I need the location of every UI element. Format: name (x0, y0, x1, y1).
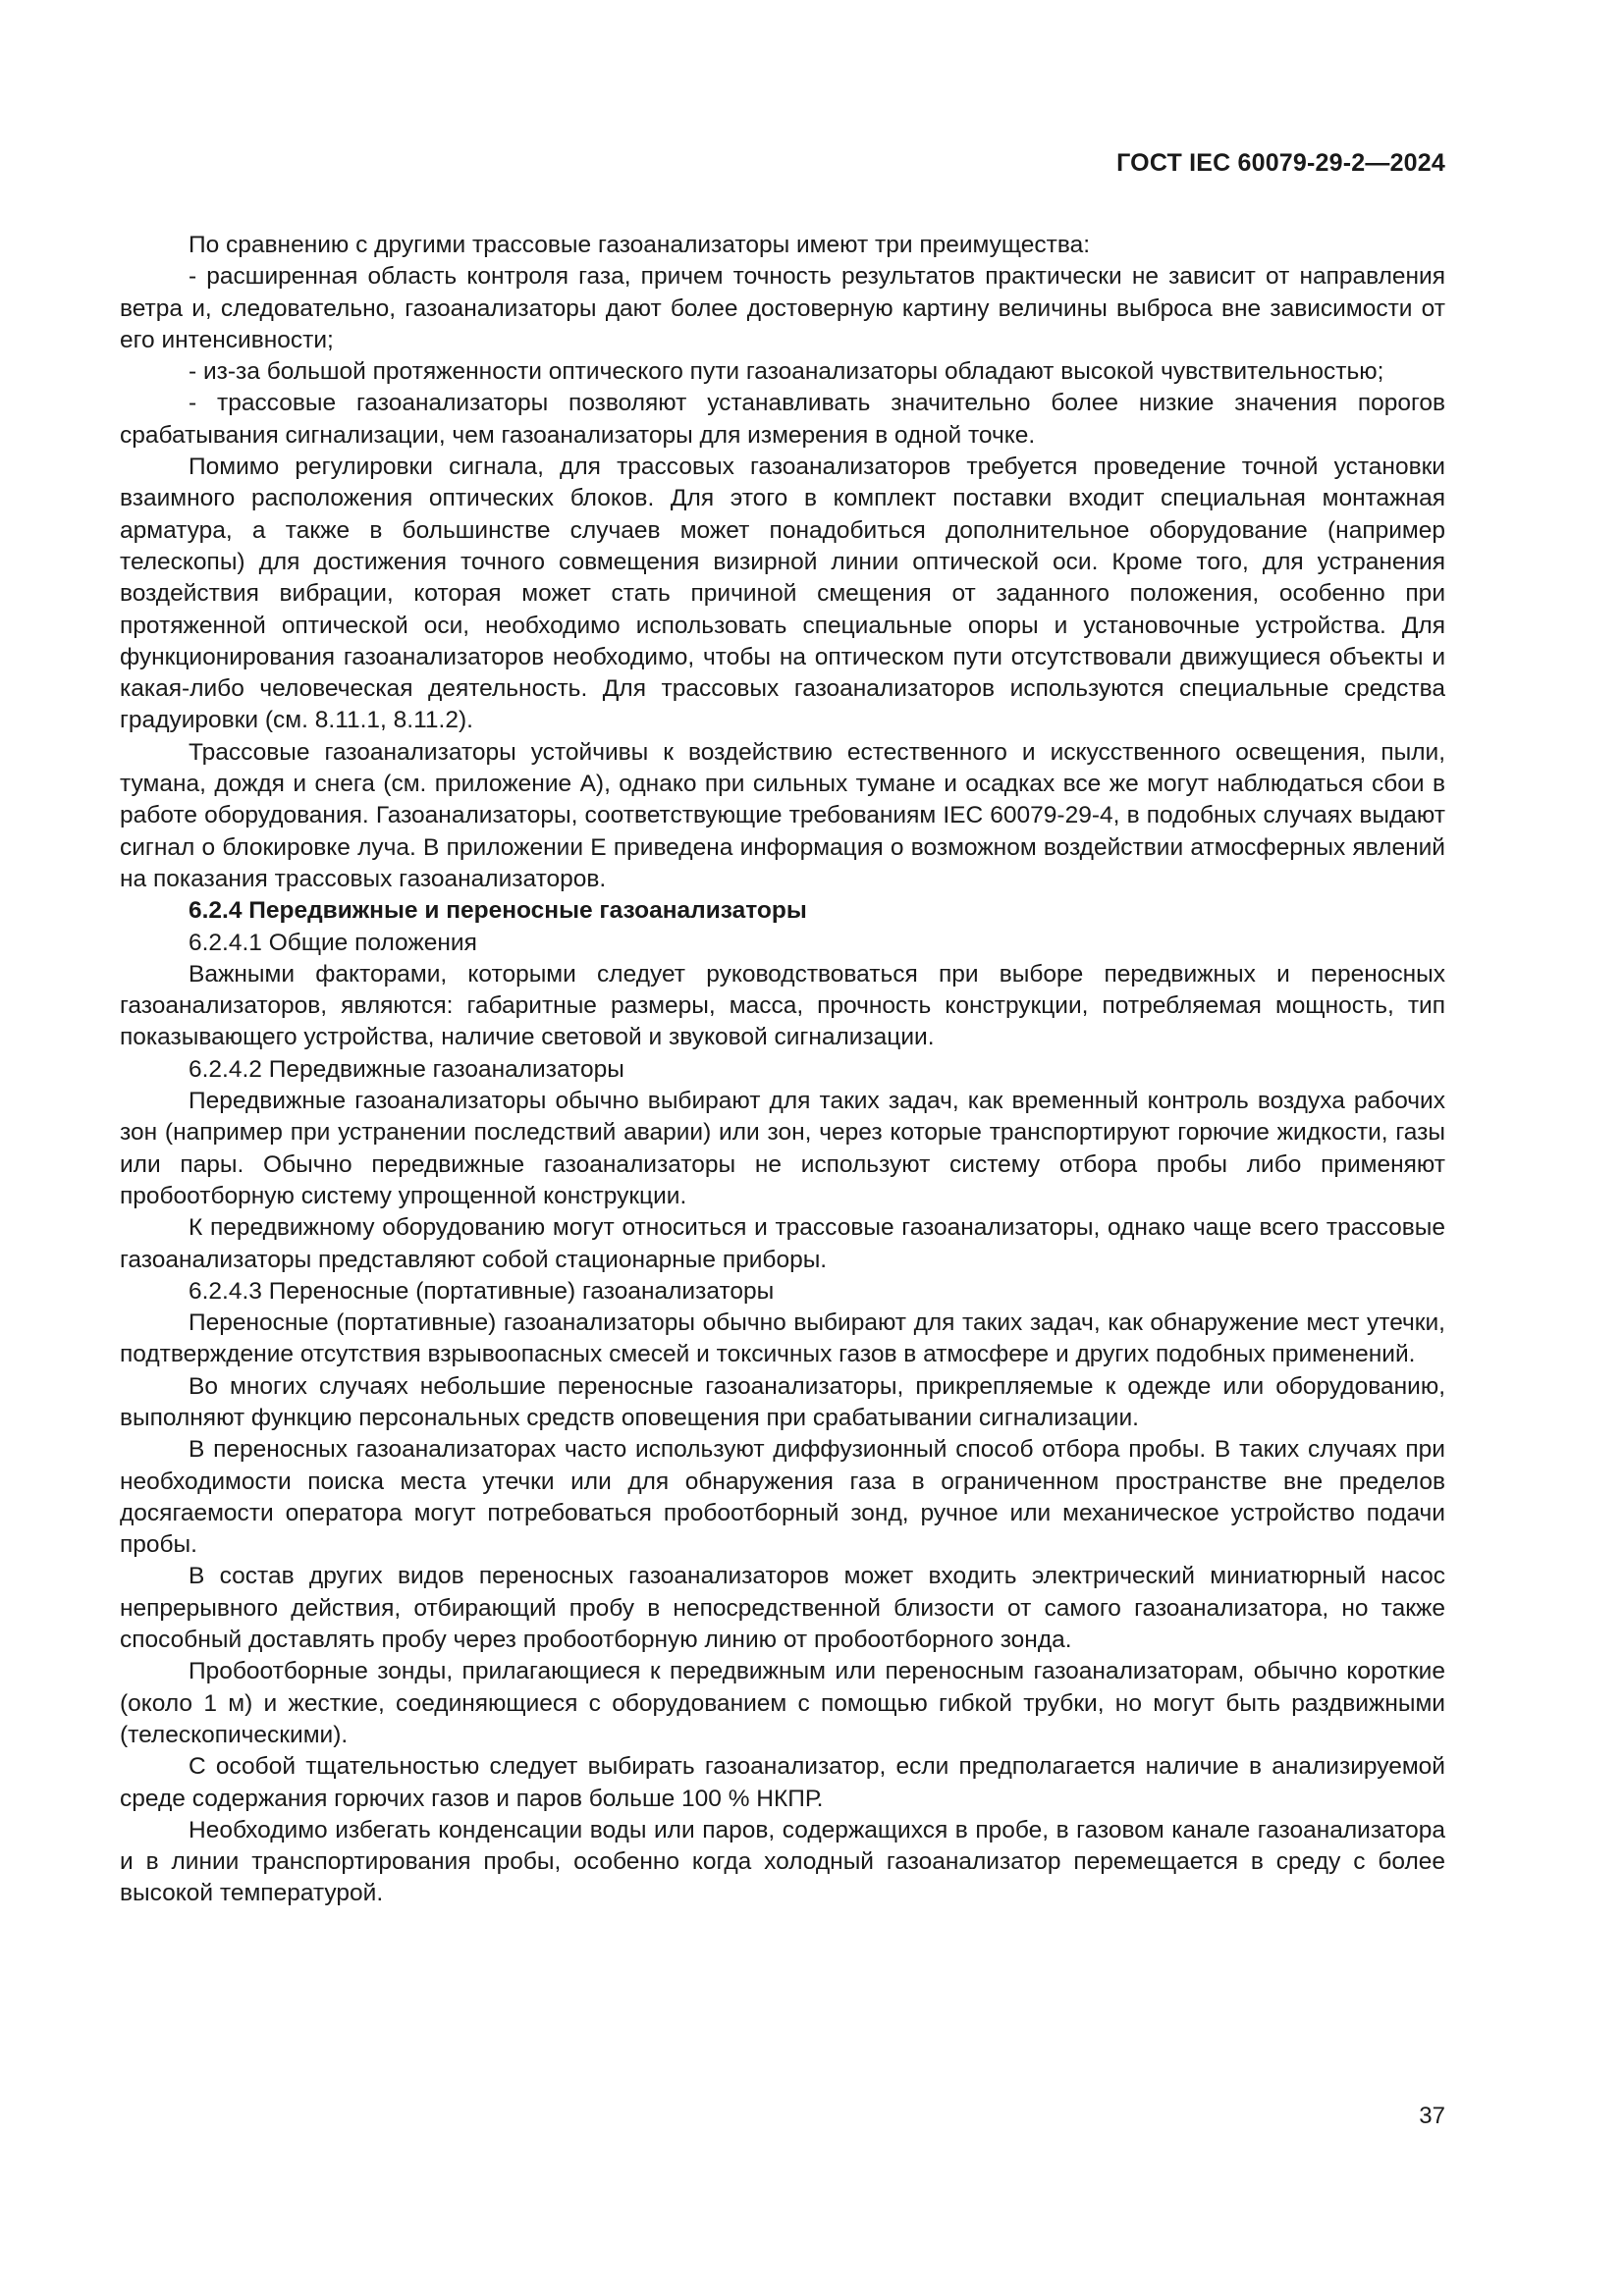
paragraph: - расширенная область контроля газа, причем точность результатов практически не зависит от направления ветра и, следовательно, газоанализаторы дают более достоверную картину величины выброса вне зависимости от его интенсивности; (120, 263, 1445, 353)
paragraph: Переносные (портативные) газоанализаторы обычно выбирают для таких задач, как обнаружение мест утечки, подтверждение отсутствия взрывоопасных смесей и токсичных газов в атмосфере и других подобных применений. (120, 1309, 1445, 1368)
paragraph: Пробоотборные зонды, прилагающиеся к передвижным или переносным газоанализаторам, обычно короткие (около 1 м) и жесткие, соединяющиеся с оборудованием с помощью гибкой трубки, но могут быть раздвижными (телескопическими). (120, 1658, 1445, 1748)
paragraph: Необходимо избегать конденсации воды или паров, содержащихся в пробе, в газовом канале газоанализатора и в линии транспортирования пробы, особенно когда холодный газоанализатор перемещается в среду с более высокой температурой. (120, 1816, 1445, 1907)
document-page (120, 0, 1445, 2296)
paragraph: - из-за большой протяженности оптического пути газоанализаторы обладают высокой чувствительностью; (189, 358, 1384, 386)
paragraph: - трассовые газоанализаторы позволяют устанавливать значительно более низкие значения порогов срабатывания сигнализации, чем газоанализаторы для измерения в одной точке. (120, 390, 1445, 449)
paragraph: В переносных газоанализаторах часто используют диффузионный способ отбора пробы. В таких случаях при необходимости поиска места утечки или для обнаружения газа в ограниченном пространстве вне пределов досягаемости оператора могут потребоваться пробоотборный зонд, ручное или механическое устройство подачи пробы. (120, 1436, 1445, 1559)
paragraph: Во многих случаях небольшие переносные газоанализаторы, прикрепляемые к одежде или оборудованию, выполняют функцию персональных средств оповещения при срабатывании сигнализации. (120, 1372, 1445, 1431)
document-code-header: ГОСТ IEC 60079-29-2—2024 (1116, 149, 1445, 177)
paragraph: 6.2.4.2 Передвижные газоанализаторы (189, 1055, 624, 1083)
paragraph: По сравнению с другими трассовые газоанализаторы имеют три преимущества: (189, 232, 1091, 258)
body-text (120, 230, 1445, 1910)
paragraph: К передвижному оборудованию могут относиться и трассовые газоанализаторы, однако чаще всего трассовые газоанализаторы представляют собой стационарные приборы. (120, 1214, 1445, 1273)
paragraph: В состав других видов переносных газоанализаторов может входить электрический миниатюрный насос непрерывного действия, отбирающий пробу в непосредственной близости от самого газоанализатора, но также способный доставлять пробу через пробоотборную линию от пробоотборного зонда. (120, 1563, 1445, 1654)
paragraph: 6.2.4.3 Переносные (портативные) газоанализаторы (189, 1277, 775, 1305)
paragraph: Передвижные газоанализаторы обычно выбирают для таких задач, как временный контроль воздуха рабочих зон (например при устранении последствий аварии) или зон, через которые транспортируют горючие жидкости, газы или пары. Обычно передвижные газоанализаторы не используют систему отбора пробы либо применяют пробоотборную систему упрощенной конструкции. (120, 1088, 1445, 1209)
paragraph: Трассовые газоанализаторы устойчивы к воздействию естественного и искусственного освещения, пыли, тумана, дождя и снега (см. приложение А), однако при сильных тумане и осадках все же могут наблюдаться сбои в работе оборудования. Газоанализаторы, соответствующие требованиям IEC 60079-29-4, в подобных случаях выдают сигнал о блокировке луча. В приложении Е приведена информация о возможном воздействии атмосферных явлений на показания трассовых газоанализаторов. (120, 738, 1445, 892)
paragraph: 6.2.4.1 Общие положения (189, 929, 477, 956)
paragraph: Важными факторами, которыми следует руководствоваться при выборе передвижных и переносных газоанализаторов, являются: габаритные размеры, масса, прочность конструкции, потребляемая мощность, тип показывающего устройства, наличие световой и звуковой сигнализации. (120, 960, 1445, 1051)
paragraph: Помимо регулировки сигнала, для трассовых газоанализаторов требуется проведение точной установки взаимного расположения оптических блоков. Для этого в комплект поставки входит специальная монтажная арматура, а также в большинстве случаев может понадобиться дополнительное оборудование (например телескопы) для достижения точного совмещения визирной линии оптической оси. Кроме того, для устранения воздействия вибрации, которая может стать причиной смещения от заданного положения, особенно при протяженной оптической оси, необходимо использовать специальные опоры и установочные устройства. Для функционирования газоанализаторов необходимо, чтобы на оптическом пути отсутствовали движущиеся объекты и какая-либо человеческая деятельность. Для трассовых газоанализаторов используются специальные средства градуировки (см. 8.11.1, 8.11.2). (120, 454, 1445, 734)
paragraph: С особой тщательностью следует выбирать газоанализатор, если предполагается наличие в анализируемой среде содержания горючих газов и паров больше 100 % НКПР. (120, 1753, 1445, 1812)
section-heading: 6.2.4 Передвижные и переносные газоанализаторы (189, 897, 807, 925)
page-number: 37 (1419, 2103, 1445, 2129)
